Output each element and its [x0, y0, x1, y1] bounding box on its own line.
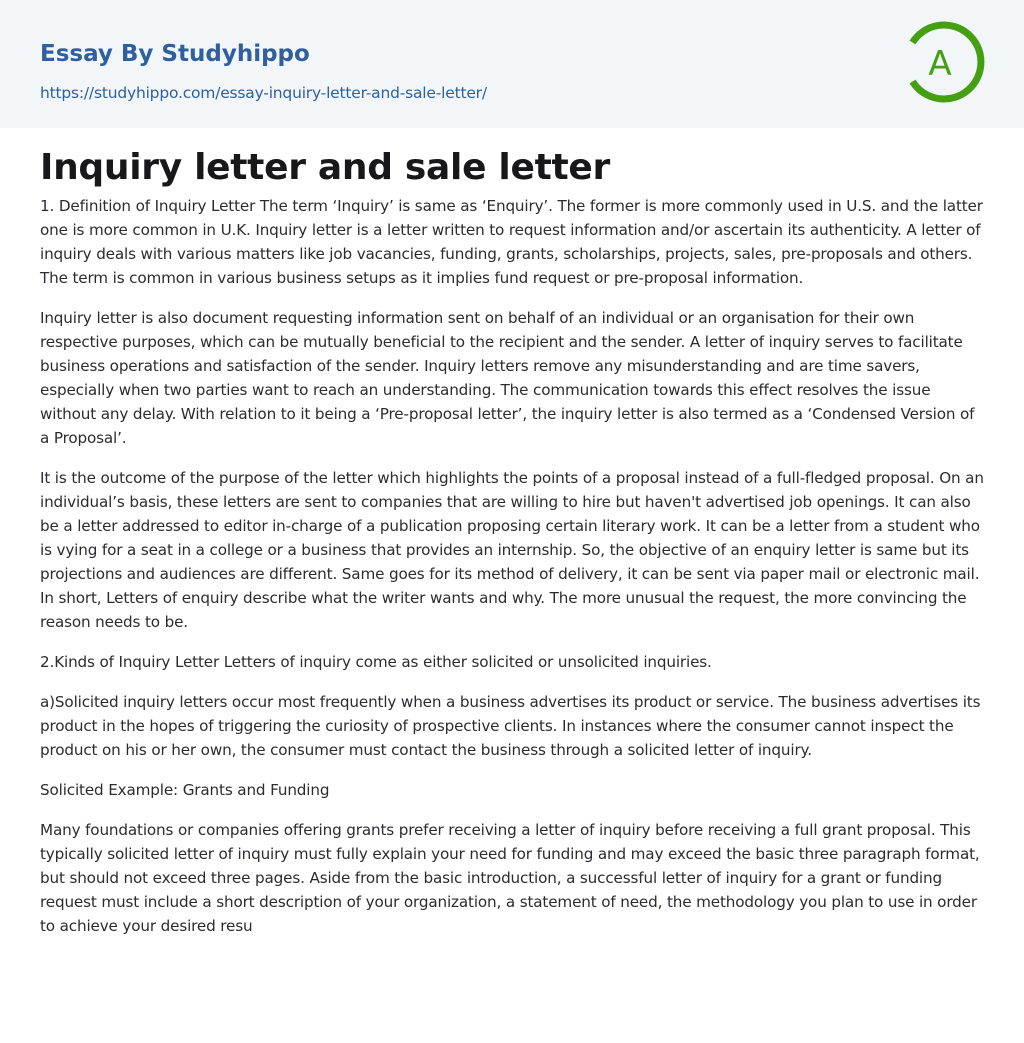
paragraph-outcome: It is the outcome of the purpose of the letter which highlights the points of a proposal instead of a full-fledged proposal. On an individual’s basis, these letters are sent to companies that are willing to hire but haven't advertised job openings. It can also be a letter addressed to editor in-charge of a publication proposing certain literary work. It can be a letter from a student who is vying for a seat in a college or a business that provides an internship. So, the objective of an enquiry letter is same but its projections and audiences are different. Same goes for its method of delivery, it can be sent via paper mail or electronic mail. In short, Letters of enquiry describe what the writer wants and why. The more unusual the request, the more convincing the reason needs to be. — [40, 469, 984, 631]
article-body — [40, 194, 986, 954]
logo-arc-icon — [902, 20, 986, 104]
page-title: Inquiry letter and sale letter — [40, 147, 610, 188]
essay-url-link[interactable]: https://studyhippo.com/essay-inquiry-letter-and-sale-letter/ — [40, 84, 487, 102]
paragraph-solicited: a)Solicited inquiry letters occur most frequently when a business advertises its product or service. The business advertises its product in the hopes of triggering the curiosity of prospective clients. In instances where the consumer cannot inspect the product on his or her own, the consumer must contact the business through a solicited letter of inquiry. — [40, 693, 981, 759]
paragraph-definition: 1. Definition of Inquiry Letter The term ‘Inquiry’ is same as ‘Enquiry’. The former is more commonly used in U.S. and the latter one is more common in U.K. Inquiry letter is a letter written to request information and/or ascertain its authenticity. A letter of inquiry deals with various matters like job vacancies, funding, grants, scholarships, projects, sales, pre-proposals and others. The term is common in various business setups as it implies fund request or pre-proposal information. — [40, 197, 983, 287]
studyhippo-logo-icon[interactable] — [902, 20, 986, 104]
paragraph-grants: Many foundations or companies offering grants prefer receiving a letter of inquiry before receiving a full grant proposal. This typically solicited letter of inquiry must fully explain your need for funding and may exceed the basic three paragraph format, but should not exceed three pages. Aside from the basic introduction, a successful letter of inquiry for a grant or funding request must include a short description of your organization, a statement of need, the methodology you plan to use in order to achieve your desired resu — [40, 821, 980, 935]
paragraph-purpose: Inquiry letter is also document requesting information sent on behalf of an individual or an organisation for their own respective purposes, which can be mutually beneficial to the recipient and the sender. A letter of inquiry serves to facilitate business operations and satisfaction of the sender. Inquiry letters remove any misunderstanding and are time savers, especially when two parties want to reach an understanding. The communication towards this effect resolves the issue without any delay. With relation to it being a ‘Pre-proposal letter’, the inquiry letter is also termed as a ‘Condensed Version of a Proposal’. — [40, 309, 975, 447]
paragraph-solicited-example-heading: Solicited Example: Grants and Funding — [40, 781, 330, 799]
brand-title: Essay By Studyhippo — [40, 41, 310, 67]
logo-letter: A — [928, 44, 952, 84]
paragraph-kinds: 2.Kinds of Inquiry Letter Letters of inquiry come as either solicited or unsolicited inquiries. — [40, 653, 712, 671]
